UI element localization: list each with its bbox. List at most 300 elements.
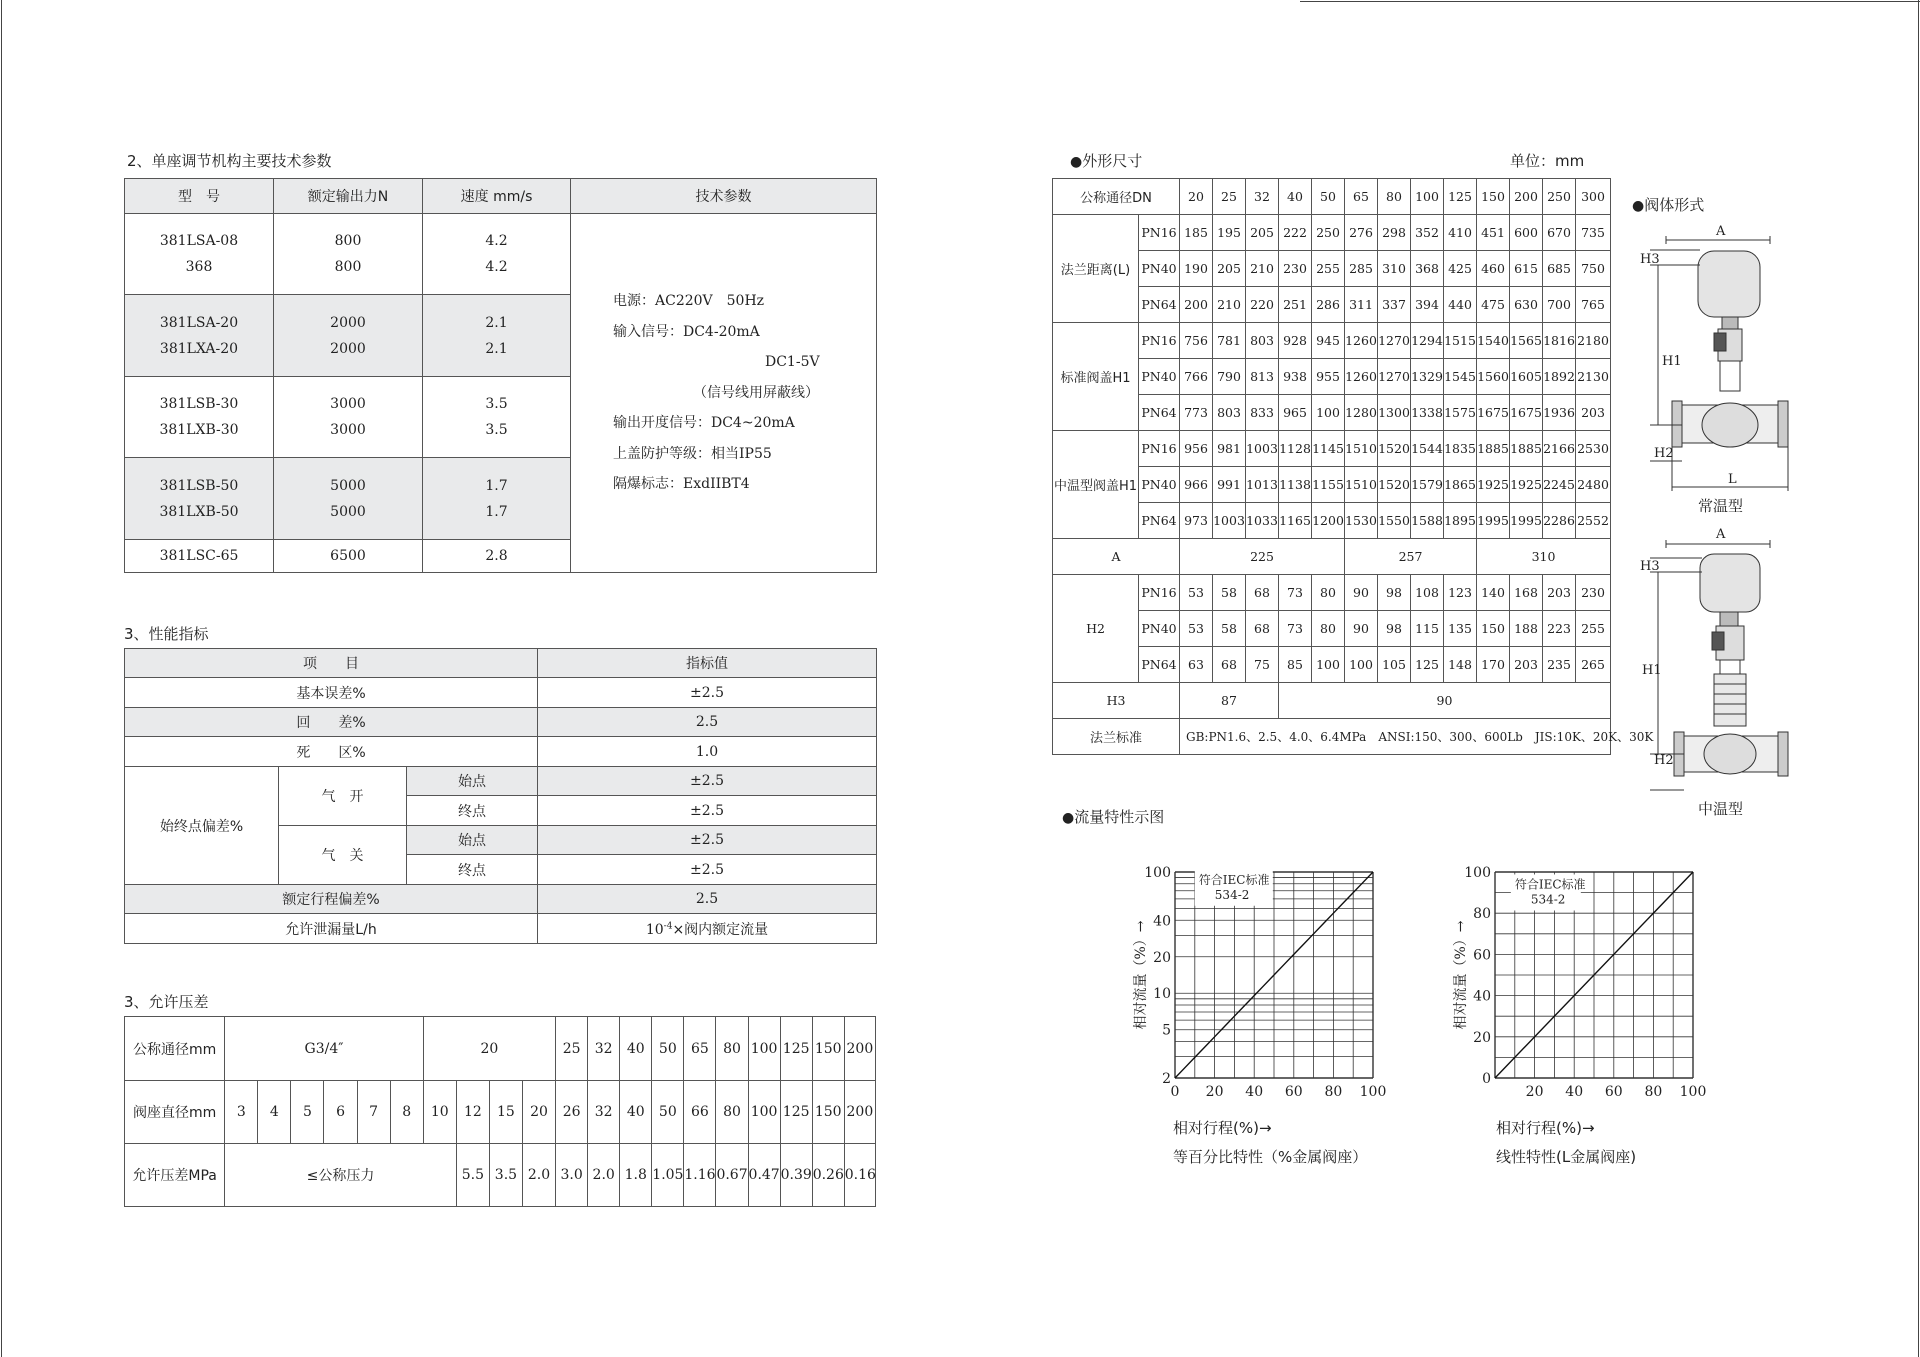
bullet-icon: ● <box>1070 154 1083 170</box>
row-value: 2.5 <box>538 708 877 737</box>
end-label: 终点 <box>407 855 538 885</box>
dn-value: 65 <box>1345 179 1378 215</box>
cell: 410 <box>1444 215 1477 251</box>
row-label: 回 差% <box>125 708 538 737</box>
cell: 1260 <box>1345 359 1378 395</box>
force: 6500 <box>274 540 423 573</box>
cell: 600 <box>1510 215 1543 251</box>
cell: 310 <box>1477 539 1611 575</box>
table-row <box>1053 719 1611 755</box>
dn-value: 125 <box>1444 179 1477 215</box>
dn-value: 20 <box>1180 179 1213 215</box>
cell: 5 <box>291 1081 324 1144</box>
cell: 1835 <box>1444 431 1477 467</box>
chart1-xlabel: 相对行程(%)→ <box>1173 1119 1272 1137</box>
chart2-xlabel: 相对行程(%)→ <box>1496 1119 1595 1137</box>
cell: 1510 <box>1345 467 1378 503</box>
cell: 286 <box>1312 287 1345 323</box>
bullet-icon: ● <box>1062 810 1075 826</box>
force: 800 <box>334 233 362 249</box>
cell: 251 <box>1279 287 1312 323</box>
cell: 20 <box>522 1081 555 1144</box>
tech-shield-note: （信号线用屏蔽线） <box>693 384 819 401</box>
x-tick-label: 100 <box>1679 1084 1707 1100</box>
bullet-icon: ● <box>1632 198 1645 214</box>
cell: 1270 <box>1378 359 1411 395</box>
performance-table <box>124 648 877 944</box>
cell: 1145 <box>1312 431 1345 467</box>
cell: 150 <box>1477 611 1510 647</box>
cell: 1885 <box>1510 431 1543 467</box>
cell: 223 <box>1543 611 1576 647</box>
dn-value: 25 <box>1213 179 1246 215</box>
tech-input-alt: DC1-5V <box>765 354 820 371</box>
cell: 58 <box>1213 575 1246 611</box>
endpoint-label: 始终点偏差% <box>125 767 279 885</box>
cell: 105 <box>1378 647 1411 683</box>
caption-medium-temp: 中温型 <box>1698 800 1744 818</box>
cell: 1550 <box>1378 503 1411 539</box>
a-label: A <box>1053 539 1180 575</box>
cell: 1865 <box>1444 467 1477 503</box>
cell: 460 <box>1477 251 1510 287</box>
start-label: 始点 <box>407 826 538 855</box>
cell: 188 <box>1510 611 1543 647</box>
cell: 285 <box>1345 251 1378 287</box>
cell: 7 <box>357 1081 390 1144</box>
cell: 394 <box>1411 287 1444 323</box>
cell: 0.16 <box>844 1144 875 1207</box>
cell: 100 <box>748 1081 780 1144</box>
header-model: 型 号 <box>125 179 274 214</box>
cell: 225 <box>1180 539 1345 575</box>
cell: 773 <box>1180 395 1213 431</box>
cell: 1895 <box>1444 503 1477 539</box>
model: 381LXB-50 <box>159 503 239 520</box>
y-tick-label: 20 <box>1473 1029 1491 1046</box>
h2-label: H2 <box>1053 575 1139 683</box>
cell: 425 <box>1444 251 1477 287</box>
cell: G3/4″ <box>225 1017 423 1081</box>
chart-linear <box>1440 860 1707 1100</box>
cell: 222 <box>1279 215 1312 251</box>
air-close-label: 气 关 <box>279 826 407 885</box>
caption-normal-temp: 常温型 <box>1698 497 1744 515</box>
cell: 700 <box>1543 287 1576 323</box>
cell: 203 <box>1576 395 1611 431</box>
speed: 4.2 <box>485 259 508 275</box>
cell: 352 <box>1411 215 1444 251</box>
cell: 475 <box>1477 287 1510 323</box>
cell: 40 <box>620 1081 652 1144</box>
cell: 440 <box>1444 287 1477 323</box>
annotation-line1: 符合IEC标准 <box>1198 872 1270 887</box>
table-row <box>125 1144 876 1207</box>
cell: 98 <box>1378 611 1411 647</box>
x-tick-label: 60 <box>1604 1084 1623 1100</box>
cell: 100 <box>748 1017 780 1081</box>
cell: 108 <box>1411 575 1444 611</box>
mid-bonnet-label: 中温型阀盖H1 <box>1053 431 1139 539</box>
cell: 3.5 <box>489 1144 522 1207</box>
cell: 790 <box>1213 359 1246 395</box>
cell: 123 <box>1444 575 1477 611</box>
cell: 115 <box>1411 611 1444 647</box>
cell: 803 <box>1246 323 1279 359</box>
model: 381LSA-20 <box>159 314 239 331</box>
table-row <box>1053 539 1611 575</box>
cell: 125 <box>780 1081 812 1144</box>
y-tick-label: 60 <box>1473 947 1491 964</box>
cell: 1588 <box>1411 503 1444 539</box>
cell: 90 <box>1345 575 1378 611</box>
section-title-tech-params: 2、单座调节机构主要技术参数 <box>127 152 332 170</box>
x-tick-label: 60 <box>1284 1084 1303 1100</box>
cell: 1565 <box>1510 323 1543 359</box>
cell: 200 <box>1180 287 1213 323</box>
dim-label-h2: H2 <box>1654 446 1674 461</box>
y-tick-label: 100 <box>1144 865 1171 881</box>
table-row <box>1053 179 1611 215</box>
force: 800 <box>334 259 362 275</box>
cell: 3.0 <box>556 1144 588 1207</box>
x-tick-label: 80 <box>1324 1084 1343 1100</box>
row-value <box>538 914 877 944</box>
cell: 265 <box>1576 647 1611 683</box>
dn-value: 150 <box>1477 179 1510 215</box>
cell: 1260 <box>1345 323 1378 359</box>
cell: 2530 <box>1576 431 1611 467</box>
tech-spec-cell <box>571 214 877 573</box>
cell: 257 <box>1345 539 1477 575</box>
dn-value: 32 <box>1246 179 1279 215</box>
cell: 150 <box>812 1081 844 1144</box>
table-row <box>125 708 877 737</box>
force: 3000 <box>330 422 366 438</box>
cell: 0.47 <box>748 1144 780 1207</box>
flange-distance-label: 法兰距离(L) <box>1053 215 1139 323</box>
cell: 1540 <box>1477 323 1510 359</box>
pn-label: PN64 <box>1139 647 1180 683</box>
table-row <box>125 737 877 767</box>
cell: 40 <box>620 1017 652 1081</box>
pn-label: PN64 <box>1139 287 1180 323</box>
dn-value: 300 <box>1576 179 1611 215</box>
cell: 955 <box>1312 359 1345 395</box>
cell: 190 <box>1180 251 1213 287</box>
tech-input: 输入信号：DC4-20mA <box>613 323 760 340</box>
cell: 100 <box>1312 647 1345 683</box>
header-force: 额定输出力N <box>274 179 423 214</box>
y-tick-label: 10 <box>1153 986 1171 1003</box>
cell: 68 <box>1246 575 1279 611</box>
pn-label: PN16 <box>1139 215 1180 251</box>
cell: 1530 <box>1345 503 1378 539</box>
cell: 1165 <box>1279 503 1312 539</box>
valve-drawing-normal <box>1640 225 1800 515</box>
pn-label: PN64 <box>1139 395 1180 431</box>
pn-label: PN16 <box>1139 323 1180 359</box>
cell: 781 <box>1213 323 1246 359</box>
chart2-title: 线性特性(L金属阀座) <box>1496 1148 1637 1166</box>
cell: 53 <box>1180 611 1213 647</box>
cell: 65 <box>684 1017 716 1081</box>
cell: 965 <box>1279 395 1312 431</box>
cell: 75 <box>1246 647 1279 683</box>
dn-value: 80 <box>1378 179 1411 215</box>
cell: 1128 <box>1279 431 1312 467</box>
page-border-top <box>1300 1 1920 2</box>
row-label: 额定行程偏差% <box>125 885 538 914</box>
cell: 1560 <box>1477 359 1510 395</box>
cell: 255 <box>1576 611 1611 647</box>
header-tech: 技术参数 <box>571 179 877 214</box>
dn-value: 200 <box>1510 179 1543 215</box>
cell: 973 <box>1180 503 1213 539</box>
cell: 451 <box>1477 215 1510 251</box>
cell: 1885 <box>1477 431 1510 467</box>
table-row <box>125 678 877 708</box>
air-open-label: 气 开 <box>279 767 407 826</box>
cell: 1013 <box>1246 467 1279 503</box>
force: 2000 <box>330 340 366 357</box>
cell: 200 <box>844 1081 875 1144</box>
cell: 66 <box>684 1081 716 1144</box>
cell: 1936 <box>1543 395 1576 431</box>
cell: 150 <box>812 1017 844 1081</box>
cell: 1200 <box>1312 503 1345 539</box>
flow-title-text: 流量特性示图 <box>1074 808 1165 826</box>
model: 381LXB-30 <box>159 422 239 438</box>
y-tick-label: 0 <box>1482 1071 1491 1087</box>
pn-label: PN40 <box>1139 611 1180 647</box>
pn-label: PN16 <box>1139 431 1180 467</box>
cell: 63 <box>1180 647 1213 683</box>
model: 381LSA-08 <box>159 233 239 249</box>
table-row <box>125 885 877 914</box>
x-tick-label: 100 <box>1359 1084 1387 1100</box>
force: 5000 <box>330 477 366 494</box>
cell: 0.39 <box>780 1144 812 1207</box>
cell: 1925 <box>1477 467 1510 503</box>
cell: 53 <box>1180 575 1213 611</box>
tech-power: 电源：AC220V 50Hz <box>613 293 765 310</box>
cell: 956 <box>1180 431 1213 467</box>
cell: 8 <box>390 1081 423 1144</box>
table-row <box>1053 575 1611 611</box>
table-row <box>125 1017 876 1081</box>
dn-value: 250 <box>1543 179 1576 215</box>
section-title-flow <box>1062 806 1164 827</box>
cell: 73 <box>1279 575 1312 611</box>
cell: 311 <box>1345 287 1378 323</box>
cell: 135 <box>1444 611 1477 647</box>
page-border-right <box>1918 0 1919 1357</box>
pn-label: PN40 <box>1139 251 1180 287</box>
cell: 15 <box>489 1081 522 1144</box>
cell: 1995 <box>1477 503 1510 539</box>
cell: 1545 <box>1444 359 1477 395</box>
cell: 1575 <box>1444 395 1477 431</box>
cell: 1.16 <box>684 1144 716 1207</box>
cell: 100 <box>1345 647 1378 683</box>
dn-value: 50 <box>1312 179 1345 215</box>
x-tick-label: 40 <box>1245 1084 1264 1100</box>
cell: 250 <box>1312 215 1345 251</box>
cell: 5.5 <box>456 1144 489 1207</box>
y-axis-label: 相对流量（%）→ <box>1133 920 1149 1030</box>
cell: 1003 <box>1246 431 1279 467</box>
row-value: 2.5 <box>538 885 877 914</box>
cell: 98 <box>1378 575 1411 611</box>
table-row <box>125 914 877 944</box>
cell: 0.26 <box>812 1144 844 1207</box>
row-value: ±2.5 <box>538 767 877 796</box>
cell: 1294 <box>1411 323 1444 359</box>
cell: 1270 <box>1378 323 1411 359</box>
cell: 6 <box>324 1081 357 1144</box>
dim-label-l: L <box>1728 472 1737 487</box>
cell: 195 <box>1213 215 1246 251</box>
section-title-pressure: 3、允许压差 <box>124 993 209 1011</box>
cell: 803 <box>1213 395 1246 431</box>
h3-label: H3 <box>1053 683 1180 719</box>
cell: 1816 <box>1543 323 1576 359</box>
speed: 1.7 <box>485 503 508 520</box>
y-tick-label: 20 <box>1153 949 1171 966</box>
x-tick-label: 80 <box>1644 1084 1663 1100</box>
cell: 168 <box>1510 575 1543 611</box>
row-label: 公称通径mm <box>125 1017 225 1081</box>
dim-label-h1: H1 <box>1642 663 1662 678</box>
cell: 1.8 <box>620 1144 652 1207</box>
dn-value: 100 <box>1411 179 1444 215</box>
cell: 220 <box>1246 287 1279 323</box>
cell: 200 <box>844 1017 875 1081</box>
x-tick-label: 0 <box>1170 1084 1180 1100</box>
cell: 125 <box>1411 647 1444 683</box>
model: 381LXA-20 <box>159 340 239 357</box>
leak-exponent: -4 <box>663 920 673 931</box>
cell: 210 <box>1246 251 1279 287</box>
cell: 170 <box>1477 647 1510 683</box>
section-title-dimensions <box>1070 150 1142 171</box>
cell: 80 <box>1312 611 1345 647</box>
cell: 813 <box>1246 359 1279 395</box>
cell: 1.05 <box>652 1144 684 1207</box>
y-tick-label: 2 <box>1162 1071 1171 1087</box>
dim-label-a: A <box>1716 224 1726 239</box>
cell: 230 <box>1279 251 1312 287</box>
cell: 26 <box>556 1081 588 1144</box>
dim-label-h3: H3 <box>1640 252 1660 267</box>
dn-value: 40 <box>1279 179 1312 215</box>
cell: 32 <box>588 1017 620 1081</box>
header-value: 指标值 <box>538 649 877 678</box>
cell: 80 <box>716 1081 748 1144</box>
row-value: ±2.5 <box>538 796 877 826</box>
std-bonnet-label: 标准阀盖H1 <box>1053 323 1139 431</box>
cell: 991 <box>1213 467 1246 503</box>
table-row <box>1053 215 1611 251</box>
cell: 2.0 <box>588 1144 620 1207</box>
cell: 2.0 <box>522 1144 555 1207</box>
row-label: 允许压差MPa <box>125 1144 225 1207</box>
section-title-body-form <box>1632 194 1704 215</box>
dimensions-table <box>1052 178 1654 755</box>
cell: 1300 <box>1378 395 1411 431</box>
annotation-line1: 符合IEC标准 <box>1514 877 1586 892</box>
cell: 1995 <box>1510 503 1543 539</box>
pressure-table <box>124 1016 876 1207</box>
speed: 3.5 <box>485 396 508 412</box>
body-form-title-text: 阀体形式 <box>1644 196 1705 214</box>
cell: 833 <box>1246 395 1279 431</box>
cell: 100 <box>1312 395 1345 431</box>
row-label: 基本误差% <box>125 678 538 708</box>
cell: 938 <box>1279 359 1312 395</box>
cell: 928 <box>1279 323 1312 359</box>
speed: 2.1 <box>485 314 508 331</box>
dn-label: 公称通径DN <box>1053 179 1180 215</box>
force: 2000 <box>330 314 366 331</box>
cell: 185 <box>1180 215 1213 251</box>
cell: 0.67 <box>716 1144 748 1207</box>
dims-title-text: 外形尺寸 <box>1082 152 1143 170</box>
row-value: ±2.5 <box>538 678 877 708</box>
row-value: ±2.5 <box>538 826 877 855</box>
cell: 310 <box>1378 251 1411 287</box>
pn-label: PN16 <box>1139 575 1180 611</box>
cell: 255 <box>1312 251 1345 287</box>
dim-label-h3: H3 <box>1640 559 1660 574</box>
cell: 205 <box>1246 215 1279 251</box>
model: 381LSB-30 <box>159 396 239 412</box>
force: 3000 <box>330 396 366 412</box>
cell: 945 <box>1312 323 1345 359</box>
cell: 205 <box>1213 251 1246 287</box>
cell: 230 <box>1576 575 1611 611</box>
force: 5000 <box>330 503 366 520</box>
cell: 615 <box>1510 251 1543 287</box>
cell: 4 <box>258 1081 291 1144</box>
row-value: 1.0 <box>538 737 877 767</box>
cell: 32 <box>588 1081 620 1144</box>
row-value: ±2.5 <box>538 855 877 885</box>
cell: 87 <box>1180 683 1279 719</box>
model: 381LSB-50 <box>159 477 239 494</box>
model: 381LSC-65 <box>125 540 274 573</box>
cell: 1520 <box>1378 467 1411 503</box>
tech-params-table <box>124 178 877 573</box>
cell: 630 <box>1510 287 1543 323</box>
speed: 2.1 <box>485 340 508 357</box>
cell: 966 <box>1180 467 1213 503</box>
cell: 1338 <box>1411 395 1444 431</box>
cell: 20 <box>423 1017 555 1081</box>
cell: 90 <box>1279 683 1611 719</box>
valve-drawing-medium <box>1640 528 1800 828</box>
cell: 2166 <box>1543 431 1576 467</box>
cell: 1675 <box>1477 395 1510 431</box>
table-row <box>1053 431 1611 467</box>
cell: 1033 <box>1246 503 1279 539</box>
x-tick-label: 40 <box>1565 1084 1584 1100</box>
cell: 1003 <box>1213 503 1246 539</box>
cell: 735 <box>1576 215 1611 251</box>
cell: 10 <box>423 1081 456 1144</box>
cell: 203 <box>1543 575 1576 611</box>
